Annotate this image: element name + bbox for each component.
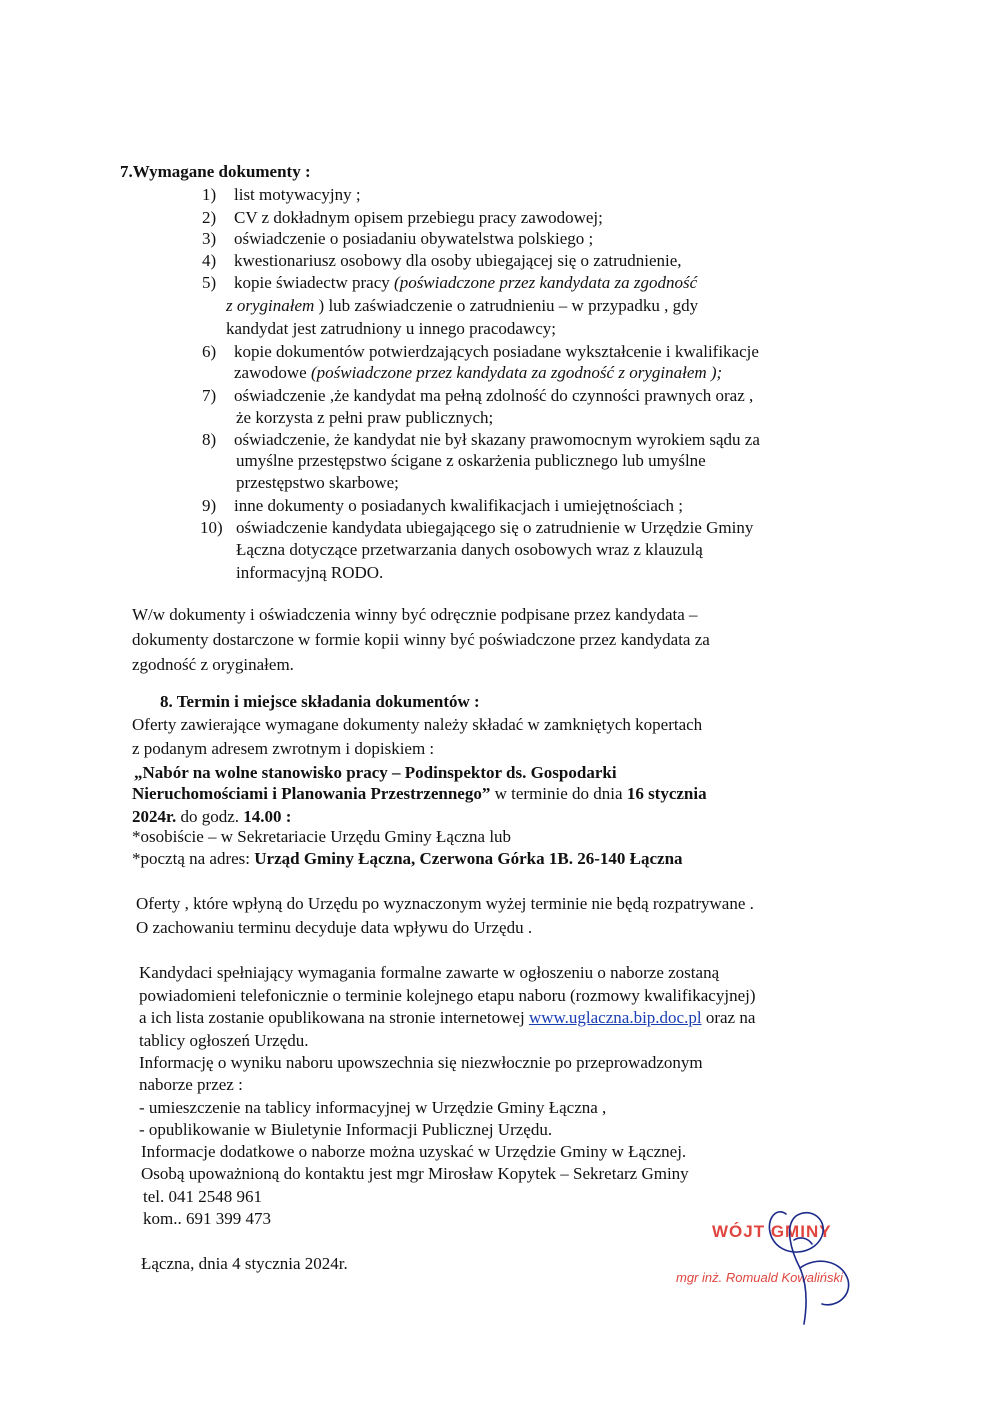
list-item-italic-text: (poświadczone przez kandydata za zgodność z oryginałem ); [310, 363, 723, 382]
list-item-text: informacyjną RODO. [236, 563, 384, 582]
list-item-line [226, 318, 556, 339]
list-item-text: oświadczenie ,że kandydat ma pełną zdolność do czynności prawnych oraz , [234, 386, 754, 405]
note-line-2: dokumenty dostarczone w formie kopii winny być poświadczone przez kandydata za [132, 630, 710, 649]
contact-mobile: kom.. 691 399 473 [143, 1209, 271, 1228]
list-item-number: 9) [202, 496, 217, 515]
list-item-text: przestępstwo skarbowe; [236, 473, 399, 492]
candidates-line-2: powiadomieni telefonicznie o terminie kolejnego etapu naboru (rozmowy kwalifikacyjnej) [139, 986, 756, 1005]
deadline-hour: 14.00 : [243, 807, 292, 826]
publication-bullet-2: - opublikowanie w Biuletynie Informacji Publicznej Urzędu. [139, 1120, 553, 1139]
deadline-year: 2024r. [132, 807, 177, 826]
position-title-bold: Nieruchomościami i Planowania Przestrzennego” [132, 784, 491, 803]
bip-website-link[interactable]: www.uglaczna.bip.doc.pl [528, 1008, 702, 1027]
list-item-number: 10) [200, 518, 223, 537]
section-7-heading: 7.Wymagane dokumenty : [120, 162, 311, 181]
list-item-text: kopie dokumentów potwierdzających posiadane wykształcenie i kwalifikacje [234, 342, 759, 361]
list-item-text: oświadczenie kandydata ubiegającego się o zatrudnienie w Urzędzie Gminy [236, 518, 754, 537]
candidates-line-3 [139, 1007, 755, 1028]
note-line-1: W/w dokumenty i oświadczenia winny być odręcznie podpisane przez kandydata – [132, 605, 698, 624]
list-item-line [234, 228, 593, 249]
handwritten-signature [756, 1196, 866, 1331]
candidates-line-4: tablicy ogłoszeń Urzędu. [139, 1031, 309, 1050]
list-item-line [234, 272, 697, 293]
stamp-title: WÓJT GMINY [712, 1222, 832, 1241]
publication-bullet-1: - umieszczenie na tablicy informacyjnej w Urzędzie Gminy Łączna , [139, 1098, 607, 1117]
list-item-text: ) lub zaświadczenie o zatrudnieniu – w przypadku , gdy [314, 296, 699, 315]
list-item-number: 4) [202, 251, 217, 270]
list-item-number: 6) [202, 342, 217, 361]
list-item-text: kopie świadectw pracy [234, 273, 395, 292]
position-title-line-1: „Nabór na wolne stanowisko pracy – Podinspektor ds. Gospodarki [134, 763, 617, 782]
submission-line-1: Oferty zawierające wymagane dokumenty należy składać w zamkniętych kopertach [132, 715, 703, 734]
deadline-hour-label: do godz. [176, 807, 244, 826]
list-item-line [234, 250, 682, 271]
candidates-line-1: Kandydaci spełniający wymagania formalne zawarte w ogłoszeniu o naborze zostaną [139, 963, 720, 982]
list-item-line [234, 184, 361, 205]
list-item-text: że korzysta z pełni praw publicznych; [236, 408, 494, 427]
website-label: a ich lista zostanie opublikowana na stronie internetowej [139, 1008, 529, 1027]
submission-line-2: z podanym adresem zwrotnym i dopiskiem : [132, 739, 435, 758]
list-item-line [236, 450, 706, 471]
list-item-text: umyślne przestępstwo ścigane z oskarżenia publicznego lub umyślne [236, 451, 706, 470]
list-item-line [236, 472, 399, 493]
list-item-line [234, 429, 760, 450]
list-item-line [236, 407, 493, 428]
late-notice-line-1: Oferty , które wpłyną do Urzędu po wyznaczonym wyżej terminie nie będą rozpatrywane . [136, 894, 754, 913]
list-item-line [234, 385, 753, 406]
list-item-line [236, 517, 753, 538]
deadline-label: w terminie do dnia [490, 784, 627, 803]
list-item-text: zawodowe [234, 363, 311, 382]
list-item-line [236, 539, 703, 560]
position-title-line-2 [132, 783, 707, 804]
in-person-option: *osobiście – w Sekretariacie Urzędu Gminy Łączna lub [132, 827, 512, 846]
list-item-number: 8) [202, 430, 217, 449]
list-item-line [234, 341, 759, 362]
note-line-3: zgodność z oryginałem. [132, 655, 294, 674]
list-item-text: oświadczenie, że kandydat nie był skazany prawomocnym wyrokiem sądu za [234, 430, 760, 449]
list-item-number: 2) [202, 208, 217, 227]
result-info-line-1: Informację o wyniku naboru upowszechnia się niezwłocznie po przeprowadzonym [139, 1053, 703, 1072]
section-8-heading: 8. Termin i miejsce składania dokumentów : [160, 692, 480, 711]
contact-phone: tel. 041 2548 961 [143, 1187, 262, 1206]
deadline-line [132, 806, 291, 827]
additional-info: Informacje dodatkowe o naborze można uzyskać w Urzędzie Gminy w Łącznej. [141, 1142, 687, 1161]
list-item-text: list motywacyjny ; [234, 185, 361, 204]
postal-address: Urząd Gminy Łączna, Czerwona Górka 1B. 26-140 Łączna [254, 849, 683, 868]
result-info-line-2: naborze przez : [139, 1075, 243, 1094]
website-suffix: oraz na [701, 1008, 756, 1027]
list-item-line [226, 295, 698, 316]
list-item-number: 3) [202, 229, 217, 248]
contact-person: Osobą upoważnioną do kontaktu jest mgr Mirosław Kopytek – Sekretarz Gminy [141, 1164, 689, 1183]
list-item-line [234, 362, 722, 383]
list-item-text: oświadczenie o posiadaniu obywatelstwa polskiego ; [234, 229, 594, 248]
list-item-number: 1) [202, 185, 217, 204]
list-item-italic-text: z oryginałem [226, 296, 315, 315]
list-item-number: 7) [202, 386, 217, 405]
late-notice-line-2: O zachowaniu terminu decyduje data wpływu do Urzędu . [136, 918, 533, 937]
postal-label: *pocztą na adres: [132, 849, 255, 868]
list-item-text: inne dokumenty o posiadanych kwalifikacjach i umiejętnościach ; [234, 496, 683, 515]
list-item-italic-text: (poświadczone przez kandydata za zgodność [394, 273, 698, 292]
list-item-text: kwestionariusz osobowy dla osoby ubiegającej się o zatrudnienie, [234, 251, 682, 270]
list-item-line [234, 207, 603, 228]
list-item-line [236, 562, 383, 583]
deadline-date: 16 stycznia [626, 784, 707, 803]
list-item-text: CV z dokładnym opisem przebiegu pracy zawodowej; [234, 208, 603, 227]
list-item-text: kandydat jest zatrudniony u innego pracodawcy; [226, 319, 556, 338]
stamp-name: mgr inż. Romuald Kowaliński [676, 1270, 843, 1285]
postal-option [132, 848, 683, 869]
list-item-number: 5) [202, 273, 217, 292]
list-item-text: Łączna dotyczące przetwarzania danych osobowych wraz z klauzulą [236, 540, 703, 559]
list-item-line [234, 495, 683, 516]
date-place: Łączna, dnia 4 stycznia 2024r. [141, 1254, 348, 1273]
